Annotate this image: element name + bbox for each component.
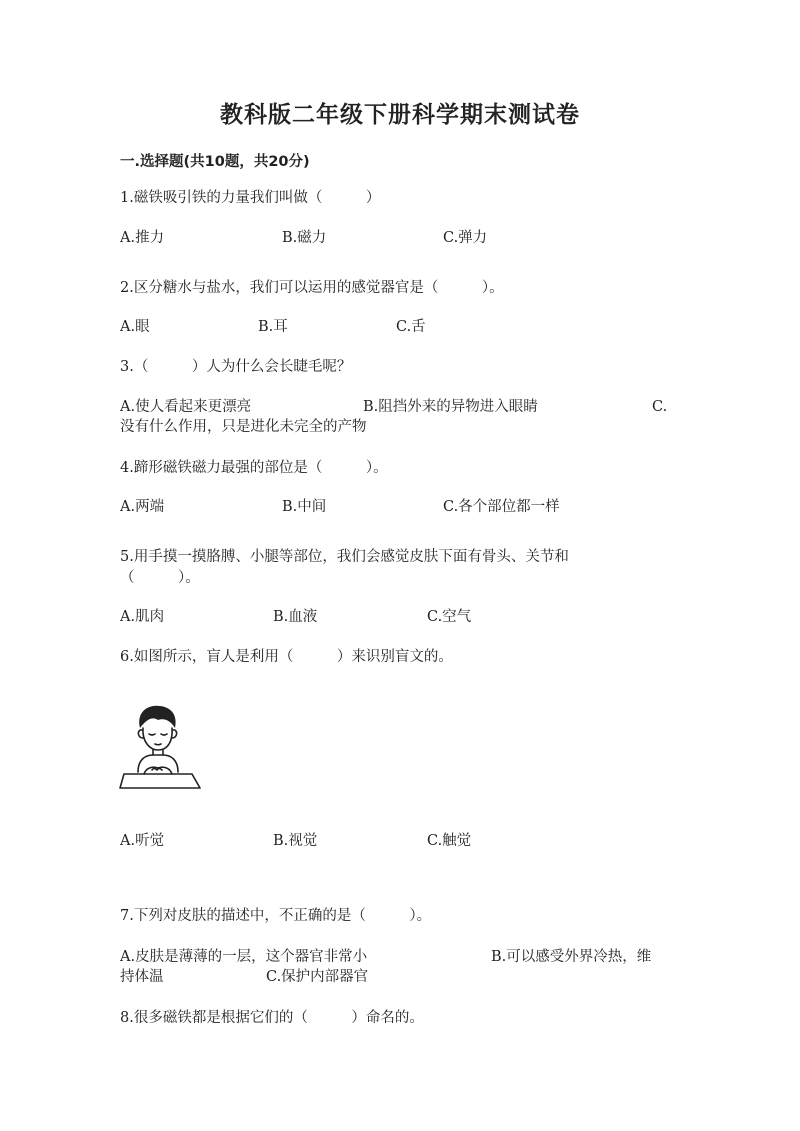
question-5-option-b: B.血液 <box>273 609 318 625</box>
blind-child-reading-braille-icon <box>118 698 208 790</box>
question-4-option-a: A.两端 <box>120 499 165 515</box>
question-6-option-b: B.视觉 <box>273 833 318 849</box>
question-3-option-c-text: 没有什么作用，只是进化未完全的产物 <box>120 419 367 435</box>
question-3-option-a: A.使人看起来更漂亮 <box>120 399 252 415</box>
question-5-option-c: C.空气 <box>427 609 472 625</box>
section-heading: 一.选择题(共10题，共20分) <box>120 154 310 170</box>
question-4-option-c: C.各个部位都一样 <box>443 499 560 515</box>
question-3-option-b: B.阻挡外来的异物进入眼睛 <box>363 399 538 415</box>
question-2-option-c: C.舌 <box>396 319 426 335</box>
question-6-option-a: A.听觉 <box>120 833 165 849</box>
question-4-stem: 4.蹄形磁铁磁力最强的部位是（ ）。 <box>120 460 388 476</box>
question-7-stem: 7.下列对皮肤的描述中，不正确的是（ ）。 <box>120 908 432 924</box>
question-1-stem: 1.磁铁吸引铁的力量我们叫做（ ） <box>120 190 381 206</box>
question-2-option-b: B.耳 <box>258 319 288 335</box>
question-8-stem: 8.很多磁铁都是根据它们的（ ）命名的。 <box>120 1010 424 1026</box>
question-2-option-a: A.眼 <box>120 319 150 335</box>
page-title: 教科版二年级下册科学期末测试卷 <box>220 102 580 128</box>
question-7-option-c: C.保护内部器官 <box>266 969 369 985</box>
question-2-stem: 2.区分糖水与盐水，我们可以运用的感觉器官是（ ）。 <box>120 280 504 296</box>
question-3-stem: 3.（ ）人为什么会长睫毛呢？ <box>120 359 352 375</box>
question-6-option-c: C.触觉 <box>427 833 472 849</box>
question-7-option-a: A.皮肤是薄薄的一层，这个器官非常小 <box>120 949 368 965</box>
question-5-stem-continued: （ ）。 <box>120 570 200 586</box>
question-3-option-c-label: C. <box>652 399 668 415</box>
question-1-option-c: C.弹力 <box>443 230 488 246</box>
question-5-stem: 5.用手摸一摸胳膊、小腿等部位，我们会感觉皮肤下面有骨头、关节和 <box>120 549 569 565</box>
question-5-option-a: A.肌肉 <box>120 609 165 625</box>
question-1-option-a: A.推力 <box>120 230 165 246</box>
question-4-option-b: B.中间 <box>282 499 327 515</box>
question-7-option-b: B.可以感受外界冷热，维 <box>491 949 652 965</box>
question-1-option-b: B.磁力 <box>282 230 327 246</box>
question-7-option-b-continued: 持体温 <box>120 969 164 985</box>
question-6-stem: 6.如图所示，盲人是利用（ ）来识别盲文的。 <box>120 649 453 665</box>
